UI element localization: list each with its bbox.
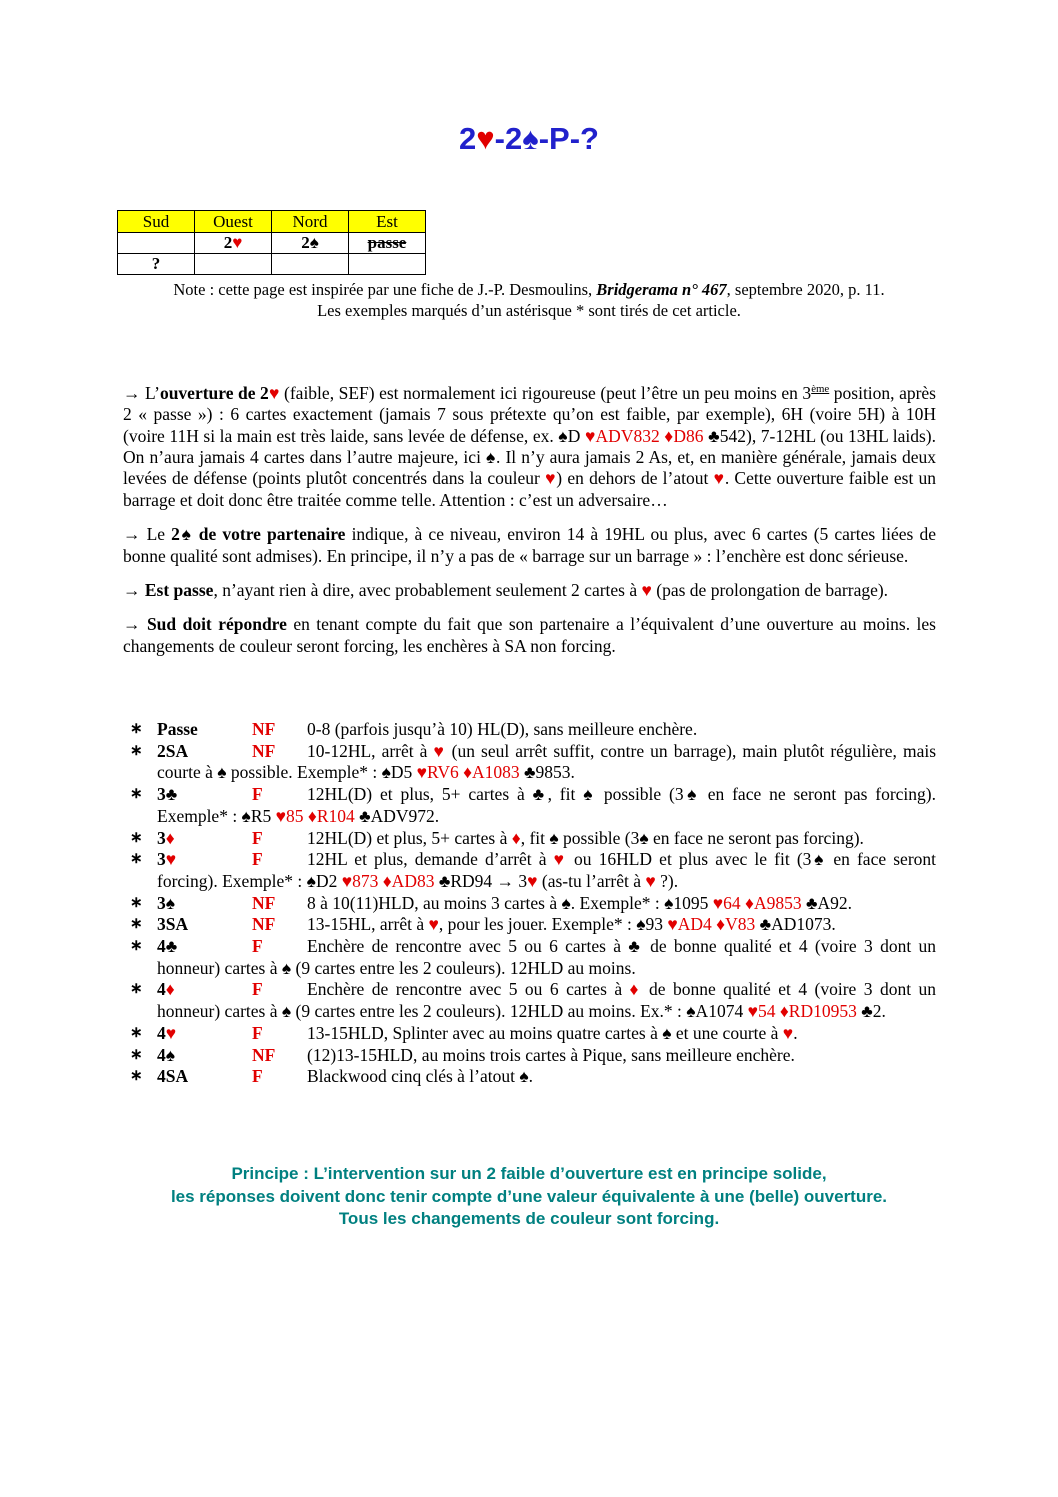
table-header-sud: Sud [118,211,195,233]
principle-statement [0,1163,1058,1231]
page-title: 2♥-2♠-P-? [459,121,599,156]
bid-label: 4♠ [157,1044,176,1065]
bullet-icon: ∗ [130,894,143,911]
paragraph-ouverture-2h: → L’ouverture de 2♥ (faible, SEF) est normalement ici rigoureuse (peut l’être un peu moins en 3ème position, après 2 « passe ») : 6 cartes exactement (jamais 7 sous prétexte qu’on est faible, par exemple), 6H (voire 5H) à 10H (voire 11H si la main est très laide, sans levée de défense, ex. ♠D ♥ADV832 ♦D86 ♣542), 7-12HL (ou 13HL laids). On n’aura jamais 4 cartes dans l’autre majeure, ici ♠. Il n’y aura jamais 2 As, et, en manière générale, jamais deux levées de défense (points plutôt concentrés dans la couleur ♥) en dehors de l’atout ♥. Cette ouverture faible est un barrage et doit donc être traitée comme telle. Attention : c’est un adversaire… [123,382,937,510]
table-row [118,254,426,275]
table-header-row [118,211,426,233]
table-cell-sud-2: ? [118,254,195,275]
bid-response-item [123,719,936,741]
forcing-status: F [252,849,263,870]
forcing-status: F [252,827,263,848]
principle-line-3: Tous les changements de couleur sont forcing. [338,1209,720,1228]
bid-description: Enchère de rencontre avec 5 ou 6 cartes à ♦ de bonne qualité et 4 (voire 3 dont un honneur) cartes à ♠ (9 cartes entre les 2 couleurs). 12HLD au moins. Ex.* : ♠A1074 ♥54 ♦RD10953 ♣2. [157,979,937,1022]
bid-response-item [123,979,936,1022]
table-cell-nord-1: 2♠ [272,233,349,254]
bullet-icon: ∗ [130,829,143,846]
bid-response-item [123,893,936,915]
bid-description: 12HL(D) et plus, 5+ cartes à ♦, fit ♠ possible (3♠ en face ne seront pas forcing). [307,827,864,848]
table-row [118,233,426,254]
bid-response-item [123,1023,936,1045]
bid-label: 3♥ [157,849,177,870]
bid-label: 4♦ [157,979,175,1000]
table-cell-est-2 [349,254,426,275]
note-line-1: Note : cette page est inspirée par une fiche de J.-P. Desmoulins, Bridgerama n° 467, septembre 2020, p. 11. [173,280,885,299]
bid-description: 0-8 (parfois jusqu’à 10) HL(D), sans meilleure enchère. [307,719,698,739]
bid-response-item [123,1045,936,1067]
bid-response-item [123,784,936,827]
bid-response-item [123,936,936,979]
table-header-ouest: Ouest [195,211,272,233]
forcing-status: NF [252,740,276,761]
forcing-status: F [252,936,263,957]
forcing-status: F [252,1066,263,1087]
note-line-2: Les exemples marqués d’un astérisque * sont tirés de cet article. [317,300,741,320]
forcing-status: F [252,1022,263,1043]
forcing-status: NF [252,914,276,935]
bid-description: 8 à 10(11)HLD, au moins 3 cartes à ♠. Exemple* : ♠1095 ♥64 ♦A9853 ♣A92. [307,892,852,913]
paragraph-sud-doit-repondre: → Sud doit répondre en tenant compte du fait que son partenaire a l’équivalent d’une ouverture au moins. les changements de couleur seront forcing, les enchères à SA non forcing. [123,614,936,656]
table-cell-ouest-2 [195,254,272,275]
bullet-icon: ∗ [130,851,143,868]
bid-response-item [123,741,936,784]
bullet-icon: ∗ [130,1024,143,1041]
bid-description: (12)13-15HLD, au moins trois cartes à Pique, sans meilleure enchère. [307,1044,795,1065]
bid-label: 3SA [157,914,189,935]
forcing-status: NF [252,719,276,739]
bullet-icon: ∗ [130,786,143,803]
table-header-est: Est [349,211,426,233]
explanatory-paragraphs [123,379,936,670]
bid-label: 3♦ [157,827,175,848]
bid-responses-list [123,719,936,1088]
bid-description: 12HL(D) et plus, 5+ cartes à ♣, fit ♠ possible (3♠ en face ne seront pas forcing). Exemple* : ♠R5 ♥85 ♦R104 ♣ADV972. [157,784,936,826]
table-cell-sud-1 [118,233,195,254]
bid-response-item [123,828,936,850]
bid-response-item [123,914,936,936]
table-cell-ouest-1: 2♥ [195,233,272,254]
bid-description: 12HL et plus, demande d’arrêt à ♥ ou 16HLD et plus avec le fit (3♠ en face seront forcing). Exemple* : ♠D2 ♥873 ♦AD83 ♣RD94 → 3♥ (as-tu l’arrêt à ♥ ?). [157,849,937,891]
bidding-sequence-table [117,210,426,275]
forcing-status: F [252,784,263,805]
table-header-nord: Nord [272,211,349,233]
bid-label: 4SA [157,1066,189,1087]
bid-label: Passe [157,719,198,739]
bullet-icon: ∗ [130,916,143,933]
table-cell-est-1: passe [349,233,426,254]
bullet-icon: ∗ [130,721,143,737]
forcing-status: NF [252,1044,276,1065]
paragraph-est-passe: → Est passe, n’ayant rien à dire, avec probablement seulement 2 cartes à ♥ (pas de prolongation de barrage). [123,580,889,601]
source-note [0,280,1058,321]
bid-label: 4♥ [157,1022,177,1043]
bid-description: 13-15HL, arrêt à ♥, pour les jouer. Exemple* : ♠93 ♥AD4 ♦V83 ♣AD1073. [307,914,836,935]
bid-description: Blackwood cinq clés à l’atout ♠. [307,1066,534,1087]
bid-label: 4♣ [157,936,178,957]
bullet-icon: ∗ [130,1046,143,1063]
bullet-icon: ∗ [130,742,143,759]
bid-response-item [123,1066,936,1088]
bullet-icon: ∗ [130,938,143,955]
bid-description: 13-15HLD, Splinter avec au moins quatre cartes à ♠ et une courte à ♥. [307,1022,798,1043]
bid-description: 10-12HL, arrêt à ♥ (un seul arrêt suffit, contre un barrage), main plutôt régulière, mais courte à ♠ possible. Exemple* : ♠D5 ♥RV6 ♦A1083 ♣9853. [157,740,937,783]
forcing-status: NF [252,892,276,913]
principle-line-2: les réponses doivent donc tenir compte d’une valeur équivalente à une (belle) ouverture. [170,1186,888,1206]
bid-description: Enchère de rencontre avec 5 ou 6 cartes à ♣ de bonne qualité et 4 (voire 3 dont un honneur) cartes à ♠ (9 cartes entre les 2 couleurs). 12HLD au moins. [157,936,936,978]
bullet-icon: ∗ [130,981,143,998]
principle-line-1: Principe : L’intervention sur un 2 faible d’ouverture est en principe solide, [231,1164,827,1183]
bid-label: 2SA [157,740,189,761]
bid-label: 3♣ [157,784,178,805]
paragraph-2s-partenaire: → Le 2♠ de votre partenaire indique, à ce niveau, environ 14 à 19HL ou plus, avec 6 cartes (5 cartes liées de bonne qualité sont admises). En principe, il n’y a pas de « barrage sur un barrage » : l’enchère est donc sérieuse. [123,524,936,566]
forcing-status: F [252,979,263,1000]
bid-label: 3♠ [157,892,176,913]
table-cell-nord-2 [272,254,349,275]
bullet-icon: ∗ [130,1068,143,1085]
bid-response-item [123,849,936,892]
